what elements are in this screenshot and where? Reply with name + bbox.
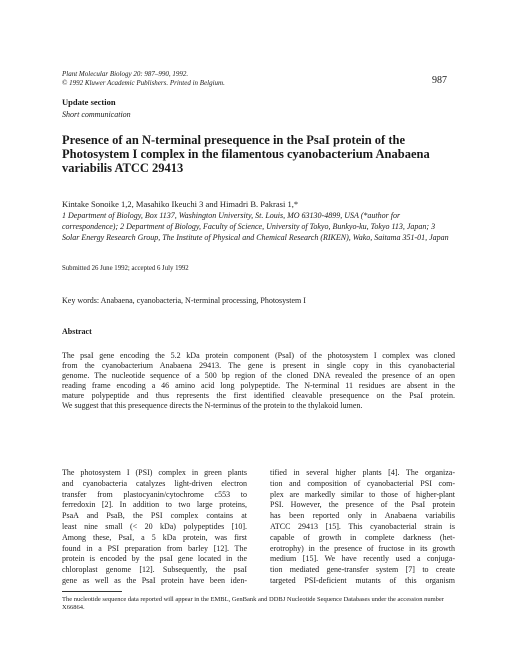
- body-line: targeted PSI-deficient mutants of this organism: [270, 575, 455, 585]
- abstract-line: mature polypeptide and thus represents the first identified cleavable presequence on the PsaI protein.: [62, 391, 455, 400]
- abstract-line: We suggest that this presequence directs the N-terminus of the protein to the thylakoid lumen.: [62, 401, 363, 410]
- body-line: gene as well as the PsaI protein have been iden-: [62, 575, 247, 585]
- subsection-label: Short communication: [62, 110, 131, 119]
- body-line: tion and composition of cyanobacterial PSI com-: [270, 478, 455, 488]
- body-line: medium [15]. We have recently used a conjuga-: [270, 554, 455, 564]
- body-line: plex are markedly similar to those of higher-plant: [270, 489, 455, 499]
- body-line: tion mediated gene-transfer system [7] to create: [270, 565, 455, 575]
- body-line: erotrophy) in the presence of fructose in its growth: [270, 543, 455, 553]
- section-label: Update section: [62, 97, 116, 107]
- body-line: and cyanobacteria catalyzes light-driven electron: [62, 478, 247, 488]
- page-number: 987: [432, 75, 447, 86]
- journal-line: Plant Molecular Biology 20: 987–990, 1992.: [62, 70, 189, 78]
- body-line: ATCC 29413 [15]. This cyanobacterial strain is: [270, 521, 455, 531]
- abstract-line: genome. The nucleotide sequence of a 500 bp region of the cloned DNA revealed the presence of an open: [62, 371, 455, 380]
- footnote-rule: [62, 591, 122, 592]
- body-column-left: [62, 468, 247, 587]
- author-list: Kintake Sonoike 1,2, Masahiko Ikeuchi 3 and Himadri B. Pakrasi 1,*: [62, 199, 299, 209]
- body-line: found in a PSI preparation from barley [12]. The: [62, 543, 247, 553]
- body-line: chloroplast genome [12]. Subsequently, the psaI: [62, 565, 247, 575]
- copyright-line: © 1992 Kluwer Academic Publishers. Printed in Belgium.: [62, 79, 225, 87]
- body-line: protein is encoded by the psaI gene located in the: [62, 554, 247, 564]
- footnote: The nucleotide sequence data reported will appear in the EMBL, GenBank and DDBJ Nucleotide Sequence Databases under the accession number X66864.: [62, 596, 444, 611]
- abstract-body: [62, 351, 455, 411]
- body-line: PsaA and PsaB, the PSI complex contains at: [62, 511, 247, 521]
- body-line: tified in several higher plants [4]. The organiza-: [270, 468, 455, 477]
- abstract-heading: Abstract: [62, 327, 92, 336]
- affiliations: 1 Department of Biology, Box 1137, Washington University, St. Louis, MO 63130-4899, USA (*author for correspondence); 2 Department of Biology, Faculty of Science, University of Tokyo, Bunkyo-ku, Tokyo 113, Japan; 3 Solar Energy Research Group, The Institute of Physical and Chemical Research (RIKEN), Wako, Saitama 351-01, Japan: [62, 211, 449, 242]
- abstract-line: from the cyanobacterium Anabaena 29413. The gene is present in single copy in this cyanobacterial: [62, 361, 455, 370]
- body-line: has been reported only in Anabaena variabilis: [270, 511, 455, 521]
- paper-title: Presence of an N-terminal presequence in the PsaI protein of the Photosystem I complex in the filamentous cyanobacterium Anabaena variabilis ATCC 29413: [62, 133, 430, 175]
- body-line: The photosystem I (PSI) complex in green plants: [62, 468, 247, 477]
- body-line: transfer from plastocyanin/cytochrome c553 to: [62, 489, 247, 499]
- abstract-line: The psaI gene encoding the 5.2 kDa protein component (PsaI) of the photosystem I complex was cloned: [62, 351, 455, 360]
- body-line: Among these, PsaI, a 5 kDa protein, was first: [62, 532, 247, 542]
- body-line: capable of growth in complete darkness (het-: [270, 532, 455, 542]
- body-column-right: [270, 468, 455, 587]
- abstract-line: reading frame encoding a 46 amino acid long polypeptide. The N-terminal 11 residues are absent in the: [62, 381, 455, 390]
- body-line: least nine small (< 20 kDa) polypeptides [10].: [62, 521, 247, 531]
- keywords: Key words: Anabaena, cyanobacteria, N-terminal processing, Photosystem I: [62, 296, 306, 305]
- submission-dates: Submitted 26 June 1992; accepted 6 July 1992: [62, 265, 189, 272]
- journal-citation: [62, 70, 225, 88]
- body-line: ferredoxin [2]. In addition to two large proteins,: [62, 500, 247, 510]
- body-line: PSI. However, the presence of the PsaI protein: [270, 500, 455, 510]
